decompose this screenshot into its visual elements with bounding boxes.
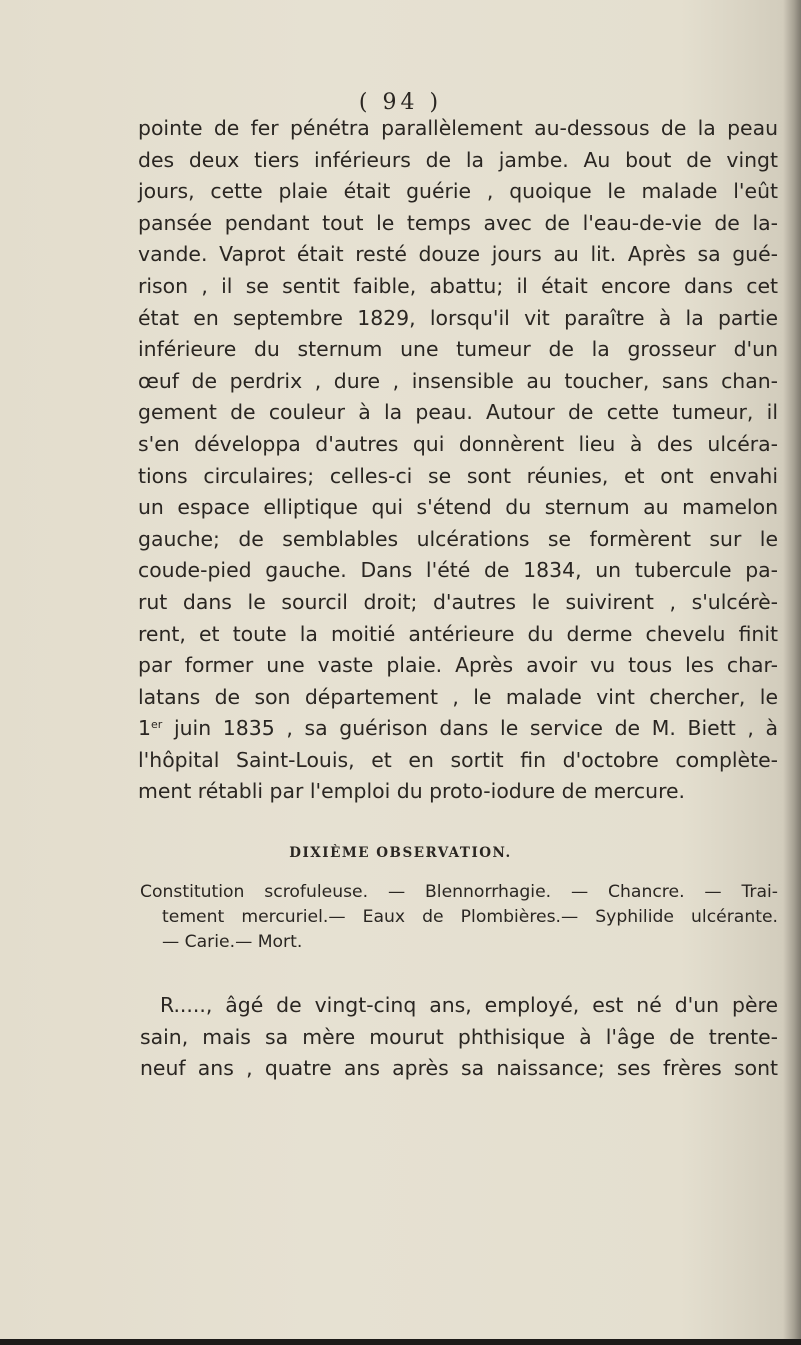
text-line: ment rétabli par l'emploi du proto-iodure de mercure. [138, 779, 686, 804]
text-line: pansée pendant tout le temps avec de l'eau-de-vie de la- [138, 210, 778, 235]
observation-summary [140, 880, 778, 955]
text-line: œuf de perdrix , dure , insensible au toucher, sans chan- [138, 368, 778, 393]
text-line: par former une vaste plaie. Après avoir vu tous les char- [138, 653, 778, 678]
section-heading: DIXIÈME OBSERVATION. [289, 845, 512, 861]
text-line: vande. Vaprot était resté douze jours au lit. Après sa gué- [138, 242, 778, 267]
text-line: état en septembre 1829, lorsqu'il vit paraître à la partie [138, 305, 778, 330]
page-edge-shadow [783, 0, 801, 1345]
text-line: neuf ans , quatre ans après sa naissance; ses frères sont [140, 1056, 778, 1081]
text-line: inférieure du sternum une tumeur de la grosseur d'un [138, 337, 778, 362]
text-line: gement de couleur à la peau. Autour de cette tumeur, il [138, 400, 778, 425]
ordinal-suffix: er [150, 718, 163, 732]
text-line: rut dans le sourcil droit; d'autres le suivirent , s'ulcérè- [138, 589, 778, 614]
text-line: s'en développa d'autres qui donnèrent lieu à des ulcéra- [138, 431, 778, 456]
ordinal-number: 1 [138, 716, 151, 741]
page-bottom-edge [0, 1339, 801, 1345]
text-line [138, 713, 778, 745]
text-line: pointe de fer pénétra parallèlement au-dessous de la peau [138, 116, 778, 140]
page-number: ( 94 ) [358, 90, 443, 115]
text-line: sain, mais sa mère mourut phthisique à l'âge de trente- [140, 1024, 778, 1049]
summary-line: — Carie.— Mort. [162, 932, 303, 952]
text-line: des deux tiers inférieurs de la jambe. Au bout de vingt [138, 147, 778, 172]
observation-text [140, 990, 778, 1085]
text-line: coude-pied gauche. Dans l'été de 1834, un tubercule pa- [138, 558, 778, 583]
text-line: un espace elliptique qui s'étend du sternum au mamelon [138, 495, 778, 520]
summary-line: Constitution scrofuleuse. — Blennorrhagie. — Chancre. — Trai- [140, 882, 778, 902]
text-line: rison , il se sentit faible, abattu; il était encore dans cet [138, 273, 778, 298]
text-line: R....., âgé de vingt-cinq ans, employé, est né d'un père [160, 993, 778, 1017]
text-line-rest: juin 1835 , sa guérison dans le service de M. Biett , à [162, 716, 778, 741]
text-line: latans de son département , le malade vint chercher, le [138, 684, 778, 709]
summary-line: tement mercuriel.— Eaux de Plombières.— Syphilide ulcérante. [162, 907, 778, 927]
text-line: gauche; de semblables ulcérations se formèrent sur le [138, 526, 778, 551]
text-line: l'hôpital Saint-Louis, et en sortit fin d'octobre complète- [138, 747, 778, 772]
text-line: jours, cette plaie était guérie , quoique le malade l'eût [138, 179, 778, 204]
body-text [138, 113, 778, 808]
text-line: tions circulaires; celles-ci se sont réunies, et ont envahi [138, 463, 778, 488]
text-line: rent, et toute la moitié antérieure du derme chevelu finit [138, 621, 778, 646]
